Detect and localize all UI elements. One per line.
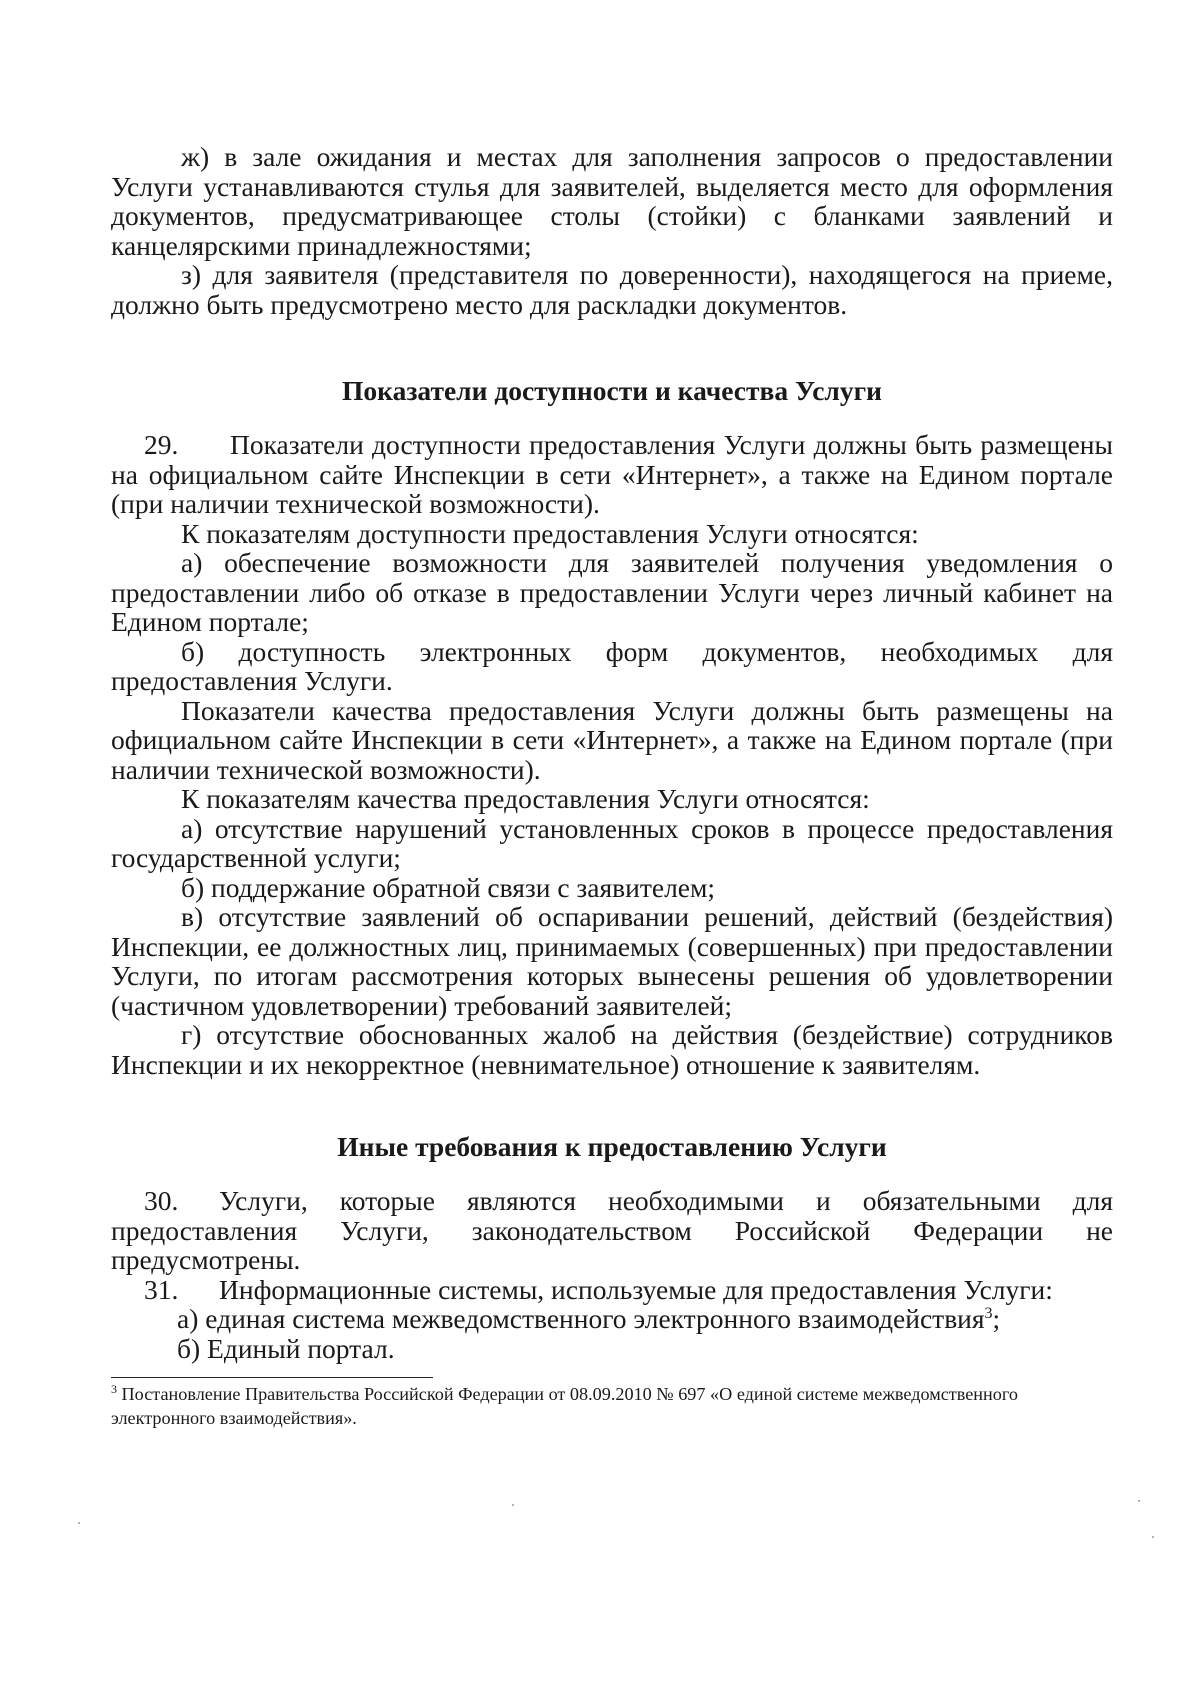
paragraph: а) обеспечение возможности для заявителей получения уведомления о предоставлении либо об отказе в предоставлении Услуги через личный кабинет на Едином портале; [111,547,1113,637]
item-number: 29. [144,429,179,460]
section-heading-accessibility: Показатели доступности и качества Услуги [342,375,882,406]
item-text: Показатели доступности предоставления Услуги должны быть размещены на официальном сайте Инспекции в сети «Интернет», а также на Едином портале (при наличии технической возможности). [111,429,1113,519]
item-number: 30. [144,1185,179,1216]
scan-speck [1138,1500,1140,1502]
item-30 [111,1186,1113,1275]
paragraph: г) отсутствие обоснованных жалоб на действия (бездействие) сотрудников Инспекции и их некорректное (невнимательное) отношение к заявителям. [111,1019,1113,1080]
item-number: 31. [144,1273,179,1305]
footnote-marker: 3 [111,1381,117,1396]
paragraph: а) отсутствие нарушений установленных сроков в процессе предоставления государственной услуги; [111,812,1113,873]
scan-speck [1152,1536,1154,1538]
footnote-divider [111,1377,433,1378]
item-31 [111,1275,1113,1305]
paragraph: К показателям качества предоставления Услуги относятся: [181,783,870,814]
footnote-reference[interactable]: 3 [984,1304,993,1322]
paragraph: б) поддержание обратной связи с заявителем; [181,871,716,903]
scan-speck [78,1522,80,1524]
item-29 [111,430,1113,519]
item-31-a: а) единая система межведомственного электронного взаимодействия$^3$; [177,1303,1001,1334]
paragraph: Показатели качества предоставления Услуги должны быть размещены на официальном сайте Инспекции в сети «Интернет», а также на Едином портале (при наличии технической возможности). [111,694,1113,785]
scan-speck [512,1504,514,1506]
paragraph-z: з) для заявителя (представителя по доверенности), находящегося на приеме, должно быть предусмотрено место для раскладки документов. [111,259,1113,320]
paragraph: в) отсутствие заявлений об оспаривании решений, действий (бездействия) Инспекции, ее должностных лиц, принимаемых (совершенных) при предоставлении Услуги, по итогам рассмотрения которых вынесены решения об удовлетворении (частичном удовлетворении) требований заявителей; [111,901,1113,1021]
item-text: Информационные системы, используемые для предоставления Услуги: [219,1273,1053,1305]
section-heading-other-requirements: Иные требования к предоставлению Услуги [337,1131,887,1162]
footnote [111,1382,1121,1430]
paragraph: б) доступность электронных форм документов, необходимых для предоставления Услуги. [111,635,1113,696]
item-text: Услуги, которые являются необходимыми и обязательными для предоставления Услуги, законодательством Российской Федерации не предусмотрены. [111,1185,1113,1275]
item-31-b: б) Единый портал. [177,1332,395,1364]
paragraph: К показателям доступности предоставления Услуги относятся: [181,517,919,549]
paragraph-zh: ж) в зале ожидания и местах для заполнения запросов о предоставлении Услуги устанавливаются стулья для заявителей, выделяется место для оформления документов, предусматривающее столы (стойки) с бланками заявлений и канцелярскими принадлежностями; [111,141,1113,261]
footnote-text: Постановление Правительства Российской Федерации от 08.09.2010 № 697 «О единой системе межведомственного электронного взаимодействия». [111,1384,1018,1428]
